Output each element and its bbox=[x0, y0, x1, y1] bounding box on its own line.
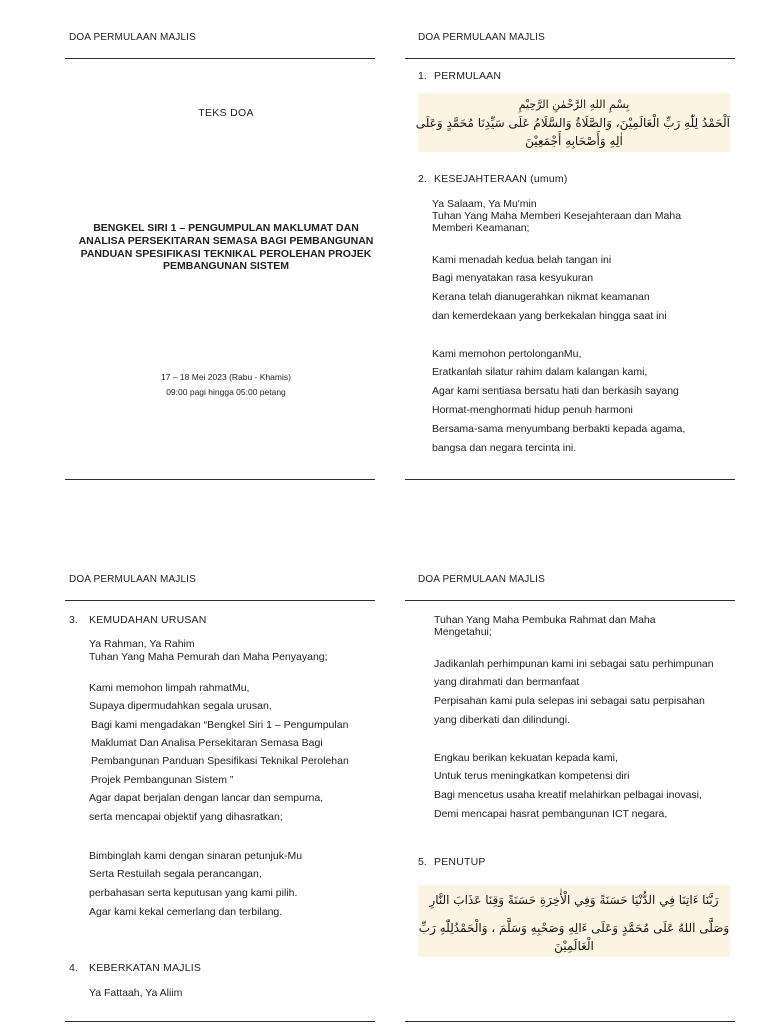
page-header: DOA PERMULAAN MAJLIS bbox=[69, 574, 196, 585]
section-heading bbox=[69, 614, 369, 627]
stanza-line: Bagi menyatakan rasa kesyukuran bbox=[432, 272, 594, 285]
prayer-stanza bbox=[434, 749, 702, 824]
event-title bbox=[71, 222, 381, 273]
stanza-line: Bimbinglah kami dengan sinaran petunjuk-Mu bbox=[89, 849, 303, 862]
stanza-line: Serta Restuilah segala perancangan, bbox=[89, 868, 262, 881]
stanza-line: Engkau berikan kekuatan kepada kami, bbox=[434, 751, 618, 764]
arabic-prayer-line: وَصَلَّى اللهُ عَلَى مُحَمَّدٍ وَعَلَى ءَالِهِ وَصَحْبِهِ وَسَلَّمَ ، وَالْحَمْدُلِلّٰهِ رَبِّ bbox=[418, 921, 730, 935]
invocation bbox=[434, 614, 656, 638]
stanza-line: Supaya dipermudahkan segala urusan, bbox=[89, 700, 272, 713]
section-number: 1. bbox=[418, 69, 427, 82]
stanza-line: Bersama-sama menyumbang berbakti kepada agama, bbox=[432, 422, 686, 435]
stanza-line: Maklumat Dan Analisa Persekitaran Semasa Bagi bbox=[91, 737, 323, 750]
section-number: 2. bbox=[418, 172, 427, 185]
arabic-prayer-box bbox=[418, 885, 730, 957]
stanza-line: yang dirahmati dan bermanfaat bbox=[434, 676, 580, 689]
prayer-stanza bbox=[89, 679, 349, 826]
section-title: PERMULAAN bbox=[434, 69, 502, 82]
arabic-prayer-line: اَلْحَمْدُ لِلّٰهِ رَبِّ الْعَالَمِيْنَ، وَالصَّلَاةُ وَالسَّلَامُ عَلَى سَيِّدِنَا مُحَمَّدٍ وَعَلَى bbox=[415, 116, 730, 130]
section-heading bbox=[418, 856, 718, 869]
stanza-line: Perpisahan kami pula selepas ini sebagai satu perpisahan bbox=[434, 695, 705, 707]
section-title: KESEJAHTERAAN (umum) bbox=[434, 172, 568, 185]
arabic-prayer-line: رَبَّنَا ءَاتِنَا فِي الدُّنْيَا حَسَنَةً وَفِي الْأٰخِرَةِ حَسَنَةً وَقِنَا عَذَابَ النَّارِ bbox=[429, 893, 719, 907]
arabic-prayer-line: اٰلِهِ وَأَصْحَابِهِ أَجْمَعِيْنَ bbox=[525, 134, 623, 148]
stanza-line: Agar kami sentiasa bersatu hati dan berkasih sayang bbox=[432, 385, 679, 398]
stanza-line: Projek Pembangunan Sistem ” bbox=[91, 773, 234, 786]
stanza-line: Hormat-menghormati hidup penuh harmoni bbox=[432, 403, 633, 416]
stanza-line: Kerana telah dianugerahkan nikmat keamanan bbox=[432, 291, 650, 304]
header-divider bbox=[405, 58, 735, 59]
invocation-line: Ya Salaam, Ya Mu'min bbox=[432, 198, 537, 210]
invocation-line: Memberi Keamanan; bbox=[432, 222, 530, 234]
section-number: 4. bbox=[69, 961, 78, 974]
section-number: 3. bbox=[69, 613, 78, 626]
stanza-line: Kami memohon limpah rahmatMu, bbox=[89, 681, 250, 694]
prayer-stanza bbox=[434, 655, 714, 730]
invocation-line: Ya Rahman, Ya Rahim bbox=[89, 637, 195, 650]
stanza-line: yang diberkati dan dilindungi. bbox=[434, 713, 571, 726]
event-title-line: ANALISA PERSEKITARAN SEMASA BAGI PEMBANGUNAN bbox=[78, 234, 374, 247]
arabic-prayer-line: بِسْمِ اللهِ الرَّحْمٰنِ الرَّحِيْمِ bbox=[518, 98, 630, 111]
page-permulaan bbox=[405, 0, 735, 480]
prayer-stanza bbox=[432, 345, 685, 458]
page-cover bbox=[65, 0, 375, 480]
page-header: DOA PERMULAAN MAJLIS bbox=[69, 32, 196, 43]
invocation-line: Tuhan Yang Maha Pembuka Rahmat dan Maha bbox=[434, 614, 656, 626]
stanza-line: serta mencapai objektif yang dihasratkan; bbox=[89, 810, 283, 823]
page-header: DOA PERMULAAN MAJLIS bbox=[418, 32, 545, 43]
invocation-line: Mengetahui; bbox=[434, 626, 492, 638]
footer-divider bbox=[405, 479, 735, 480]
invocation bbox=[432, 198, 681, 234]
stanza-line: Pembangunan Panduan Spesifikasi Teknikal Perolehan bbox=[91, 755, 349, 768]
footer-divider bbox=[65, 1021, 375, 1022]
stanza-line: Eratkanlah silatur rahim dalam kalangan kami, bbox=[432, 366, 648, 379]
stanza-line: bangsa dan negara tercinta ini. bbox=[432, 441, 577, 454]
stanza-line: Bagi kami mengadakan “Bengkel Siri 1 – Pengumpulan bbox=[91, 718, 349, 731]
header-divider bbox=[65, 600, 375, 601]
section-title: KEBERKATAN MAJLIS bbox=[89, 961, 202, 974]
stanza-line: Bagi mencetus usaha kreatif melahirkan pelbagai inovasi, bbox=[434, 789, 702, 802]
section-number: 5. bbox=[418, 855, 427, 868]
stanza-line: perbahasan serta keputusan yang kami pilih. bbox=[89, 886, 298, 899]
page-kemudahan-urusan bbox=[65, 542, 375, 1022]
footer-divider bbox=[405, 1021, 735, 1022]
stanza-line: Kami memohon pertolonganMu, bbox=[432, 347, 582, 360]
section-title: KEMUDAHAN URUSAN bbox=[89, 613, 207, 626]
event-title-line: PEMBANGUNAN SISTEM bbox=[162, 260, 289, 273]
invocation bbox=[89, 638, 328, 664]
arabic-prayer-line: الْعَالَمِيْنَ bbox=[554, 939, 594, 953]
event-title-line: PANDUAN SPESIFIKASI TEKNIKAL PEROLEHAN PROJEK bbox=[80, 247, 372, 260]
event-time: 09:00 pagi hingga 05:00 petang bbox=[166, 387, 286, 397]
invocation bbox=[89, 987, 182, 1000]
invocation-line: Ya Fattaah, Ya Aliim bbox=[89, 986, 183, 999]
section-heading bbox=[69, 962, 369, 975]
stanza-line: Agar dapat berjalan dengan lancar dan sempurna, bbox=[89, 792, 324, 805]
header-divider bbox=[65, 58, 375, 59]
event-title-line: BENGKEL SIRI 1 – PENGUMPULAN MAKLUMAT DAN bbox=[93, 222, 359, 234]
event-date: 17 – 18 Mei 2023 (Rabu - Khamis) bbox=[161, 372, 291, 382]
section-heading bbox=[418, 70, 718, 83]
stanza-line: Agar kami kekal cemerlang dan terbilang. bbox=[89, 905, 283, 918]
prayer-stanza bbox=[89, 847, 302, 921]
stanza-line: Jadikanlah perhimpunan kami ini sebagai satu perhimpunan bbox=[434, 657, 714, 670]
cover-label: TEKS DOA bbox=[198, 107, 254, 119]
stanza-line: Kami menadah kedua belah tangan ini bbox=[432, 253, 612, 266]
prayer-stanza bbox=[432, 251, 667, 326]
invocation-line: Tuhan Yang Maha Memberi Kesejahteraan dan Maha bbox=[432, 210, 682, 222]
event-schedule bbox=[71, 370, 381, 400]
page-header: DOA PERMULAAN MAJLIS bbox=[418, 574, 545, 585]
stanza-line: dan kemerdekaan yang berkekalan hingga saat ini bbox=[432, 309, 667, 322]
header-divider bbox=[405, 600, 735, 601]
page-keberkatan-penutup bbox=[405, 542, 735, 1022]
stanza-line: Demi mencapai hasrat pembangunan ICT negara, bbox=[434, 807, 668, 820]
invocation-line: Tuhan Yang Maha Pemurah dan Maha Penyayang; bbox=[89, 650, 328, 663]
arabic-prayer-box bbox=[415, 93, 730, 152]
footer-divider bbox=[65, 479, 375, 480]
section-heading bbox=[418, 173, 718, 186]
stanza-line: Untuk terus meningkatkan kompetensi diri bbox=[434, 770, 630, 783]
section-title: PENUTUP bbox=[434, 855, 486, 868]
